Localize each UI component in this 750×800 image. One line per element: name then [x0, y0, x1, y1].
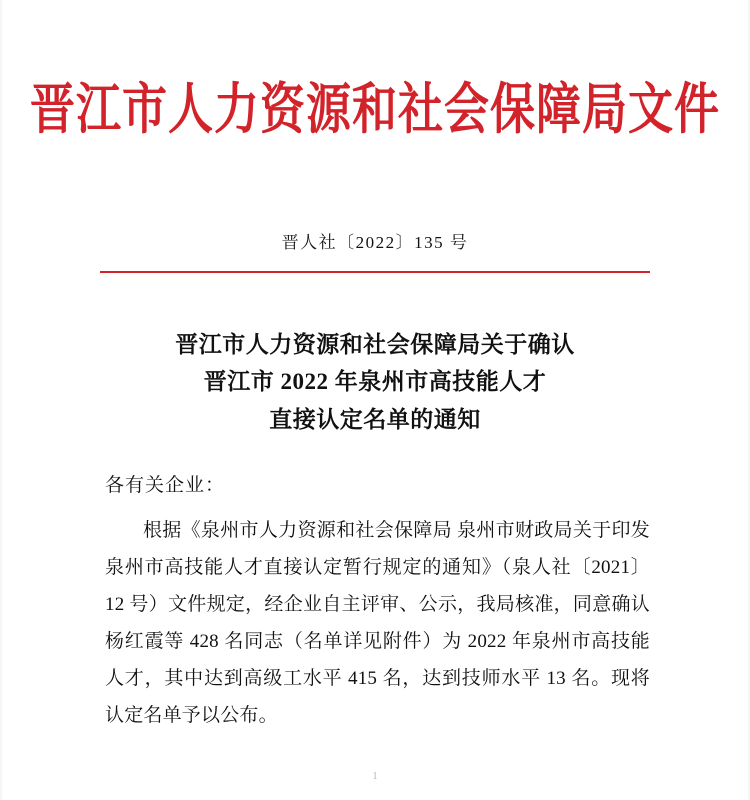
- document-title: [105, 326, 645, 438]
- body-text: [105, 512, 650, 734]
- page-marker: 1: [372, 770, 378, 782]
- masthead-title: 晋江市人力资源和社会保障局文件: [29, 79, 720, 141]
- document-number: 晋人社〔2022〕135 号: [281, 233, 469, 252]
- document-title-line-2: 晋江市 2022 年泉州市高技能人才: [203, 369, 547, 395]
- masthead: [0, 78, 750, 141]
- red-separator-rule: [100, 271, 650, 273]
- document-title-line-3: 直接认定名单的通知: [269, 406, 481, 432]
- document-title-line-1: 晋江市人力资源和社会保障局关于确认: [175, 332, 575, 357]
- body-paragraph-1: 根据《泉州市人力资源和社会保障局 泉州市财政局关于印发泉州市高技能人才直接认定暂行规定的通知》（泉人社〔2021〕12 号）文件规定，经企业自主评审、公示，我局核准，同意确认杨红霞等 428 名同志（名单详见附件）为 2022 年泉州市高技能人才，其中达到高级工水平 415 名，达到技师水平 13 名。现将认定名单予以公布。: [105, 520, 650, 727]
- salutation: 各有关企业：: [105, 475, 226, 496]
